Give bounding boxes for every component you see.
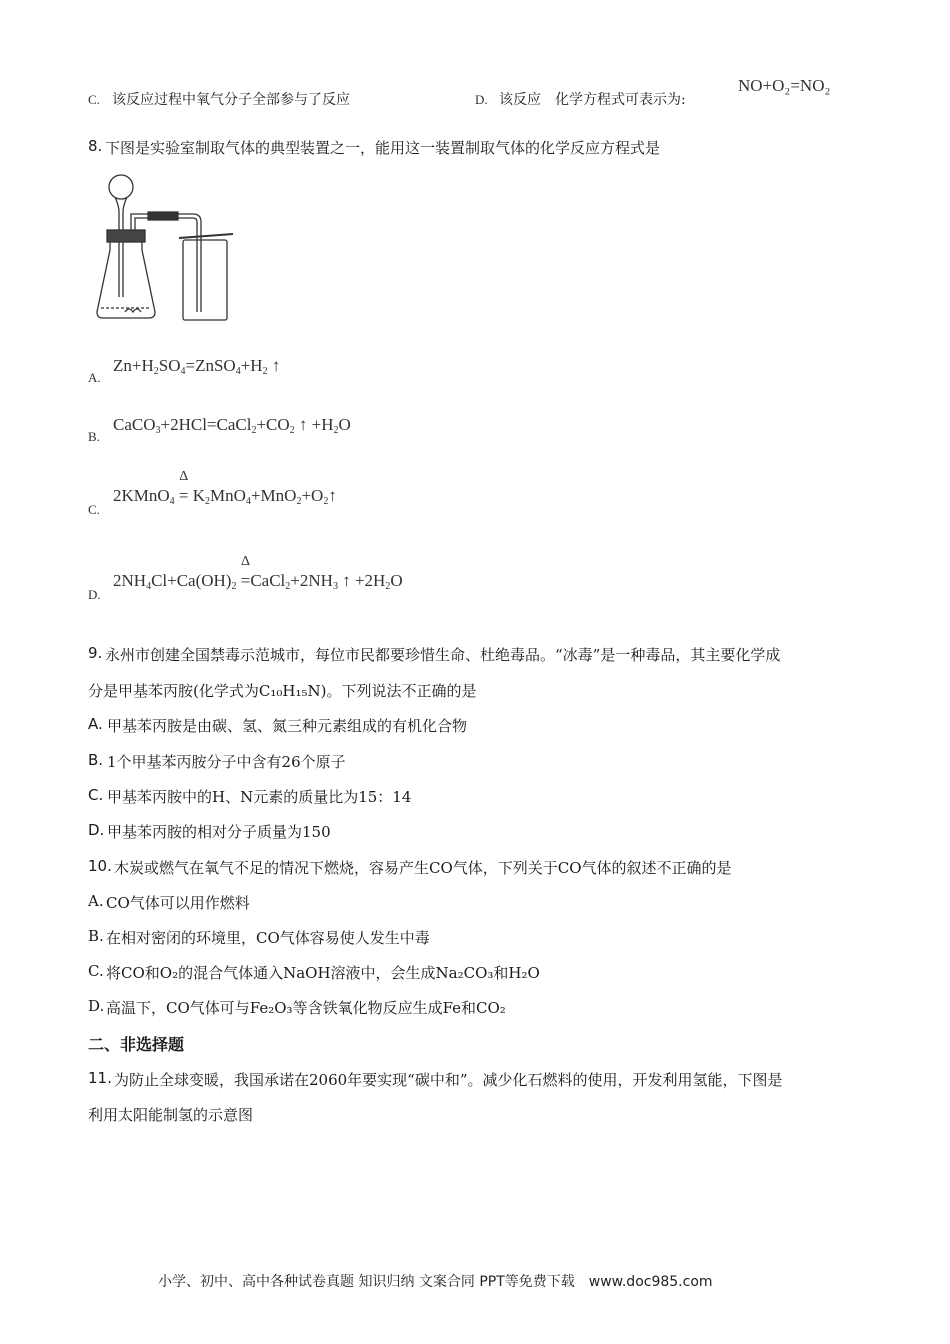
q8-option-a-label: A. xyxy=(88,370,101,385)
q7-option-d-label: D. xyxy=(475,92,488,107)
q8-stem: 下图是实验室制取气体的典型装置之一，能用这一装置制取气体的化学反应方程式是 xyxy=(105,139,661,157)
q8-number: 8. xyxy=(88,137,103,155)
q9-option-d-text: 甲基苯丙胺的相对分子质量为150 xyxy=(107,823,331,841)
section-title: 二、非选择题 xyxy=(88,1035,185,1054)
q9-option-c-label: C. xyxy=(88,786,104,804)
q10-option-b-text: 在相对密闭的环境里，CO气体容易使人发生中毒 xyxy=(106,929,430,947)
q11-stem-line1: 为防止全球变暖，我国承诺在2060年要实现“碳中和”。减少化石燃料的使用，开发利用氢能，下图是 xyxy=(114,1071,783,1089)
q10-option-d-text: 高温下，CO气体可与Fe₂O₃等含铁氧化物反应生成Fe和CO₂ xyxy=(106,999,506,1017)
q9-option-d-label: D. xyxy=(88,821,105,839)
q10-number: 10. xyxy=(88,857,112,875)
q8-option-b-label: B. xyxy=(88,429,100,444)
q8-option-a-equation: $Zn+H_2SO_4=ZnSO_4+H_2$ ↑ xyxy=(113,356,281,377)
q9-number: 9. xyxy=(88,644,103,662)
q8-option-d-label: D. xyxy=(88,587,101,602)
q8-option-c-label: C. xyxy=(88,502,100,517)
q8-option-d-equation: $2NH_4Cl+Ca(OH)_2$ Δ $=CaCl_2+2NH_3$ ↑ $+2H_2O$ xyxy=(113,554,403,592)
q8-option-c-equation: 2KMnO$_4$ Δ = $K_2MnO_4+MnO_2+O_2↑$ xyxy=(113,469,337,507)
q10-stem: 木炭或燃气在氧气不足的情况下燃烧，容易产生CO气体，下列关于CO气体的叙述不正确的是 xyxy=(114,859,732,877)
q8-option-b-equation: $CaCO_3+2HCl=CaCl_2+CO_2$ ↑ $+H_2O$ xyxy=(113,415,351,436)
q10-option-c-text: 将CO和O₂的混合气体通入NaOH溶液中，会生成Na₂CO₃和H₂O xyxy=(106,964,540,982)
q9-option-a-label: A. xyxy=(88,715,103,733)
q9-option-a-text: 甲基苯丙胺是由碳、氢、氮三种元素组成的有机化合物 xyxy=(107,717,468,735)
q10-option-a-label: A. xyxy=(88,892,104,910)
q7-option-d-equation: NO+O₂=NO₂ xyxy=(738,76,831,95)
page-footer: 小学、初中、高中各种试卷真题 知识归纳 文案合同 PPT等免费下载 www.doc985.com xyxy=(158,1274,713,1290)
q9-stem-line2: 分是甲基苯丙胺(化学式为C₁₀H₁₅N)。下列说法不正确的是 xyxy=(88,682,477,700)
q11-number: 11. xyxy=(88,1069,112,1087)
q9-option-b-label: B. xyxy=(88,751,104,769)
apparatus-diagram xyxy=(93,172,239,324)
q10-option-c-label: C. xyxy=(88,962,104,980)
q10-option-d-label: D. xyxy=(88,997,105,1015)
q9-option-b-text: 1个甲基苯丙胺分子中含有26个原子 xyxy=(107,753,346,771)
apparatus-diagram-icon xyxy=(93,172,239,324)
q9-stem-line1: 永州市创建全国禁毒示范城市，每位市民都要珍惜生命、杜绝毒品。“冰毒”是一种毒品，其主要化学成 xyxy=(105,646,781,664)
q10-option-b-label: B. xyxy=(88,927,104,945)
q9-option-c-text: 甲基苯丙胺中的H、N元素的质量比为15：14 xyxy=(107,788,412,806)
q7-option-c-text: 该反应过程中氧气分子全部参与了反应 xyxy=(112,92,350,108)
q10-option-a-text: CO气体可以用作燃料 xyxy=(106,894,250,912)
q7-option-d-text: 该反应 化学方程式可表示为: xyxy=(499,92,686,108)
q11-stem-line2: 利用太阳能制氢的示意图 xyxy=(88,1106,254,1124)
q7-option-c-label: C. xyxy=(88,92,100,107)
